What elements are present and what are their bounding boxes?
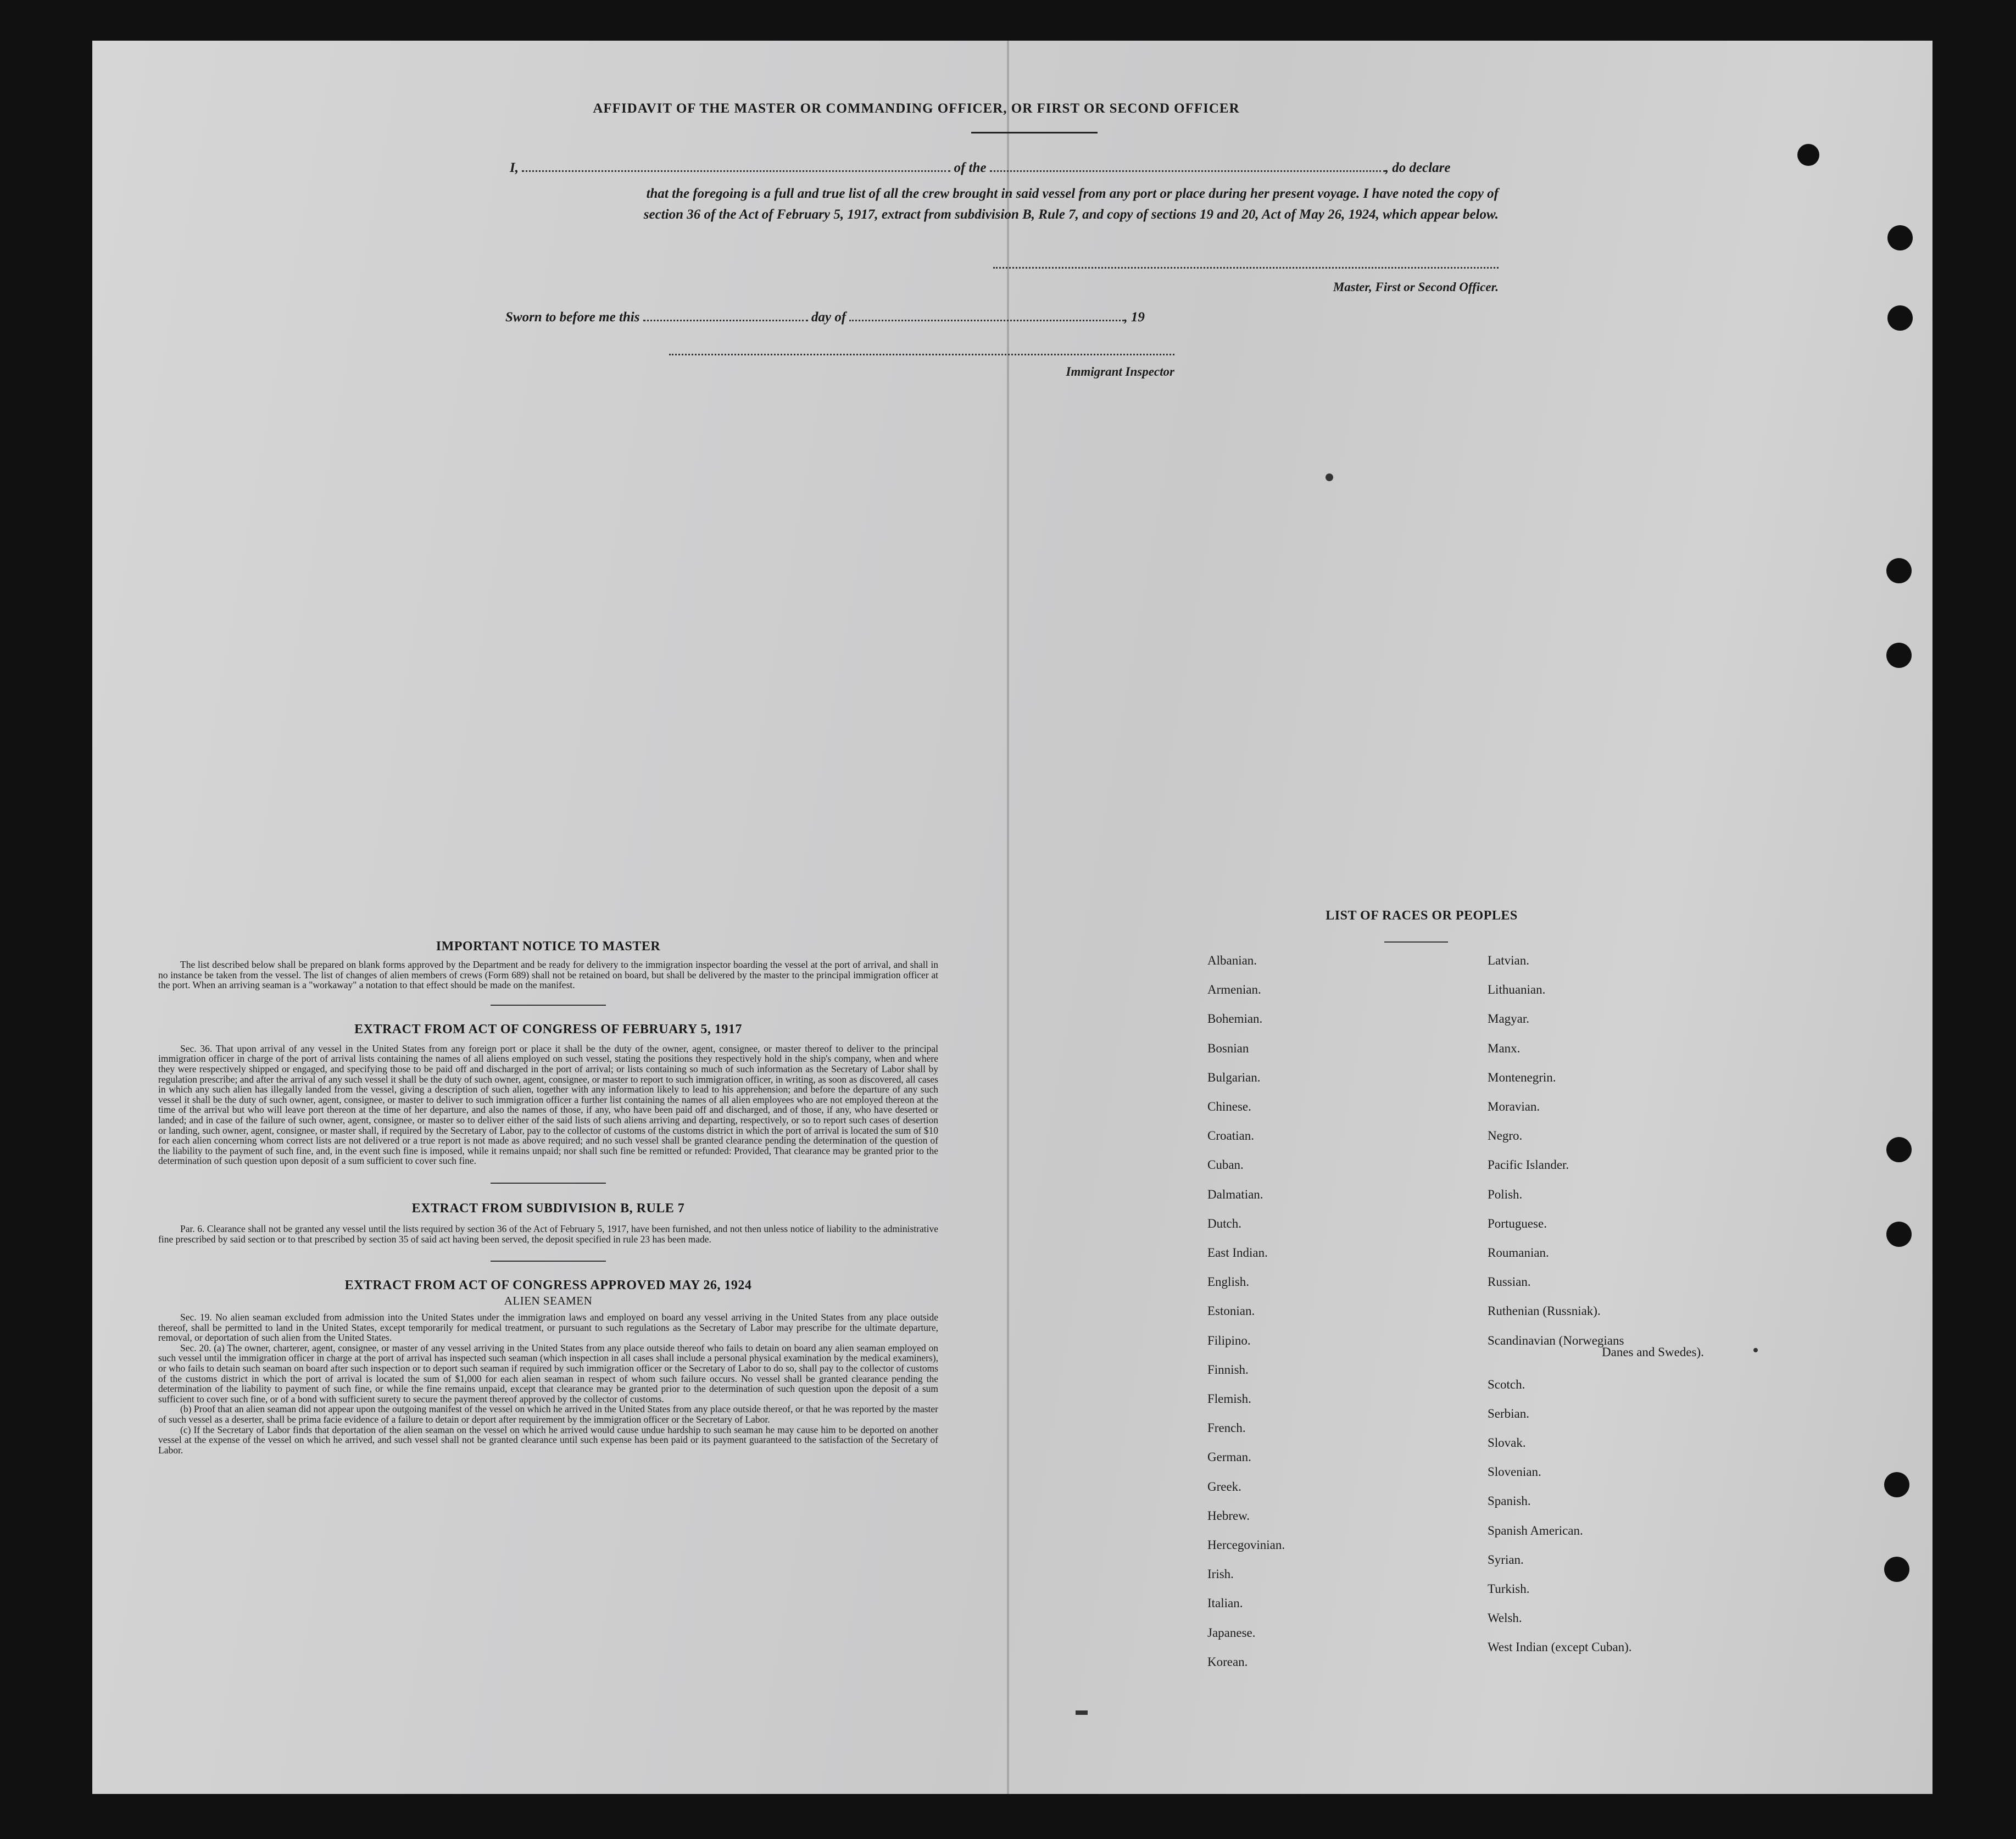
- sworn-day-blank: [643, 320, 808, 321]
- sworn-line: [505, 310, 1145, 325]
- sec-20a-body: Sec. 20. (a) The owner, charterer, agent, consignee, or master of any vessel arriving in the United States from any place outside thereof who fails to detain on board any alien seaman employed on such vessel until the immigration officer in charge at the port of arrival has inspected such seaman (which inspection in all cases shall include a personal physical examination by the medical examiners), or who fails to detain such seaman on board after such inspection or to deport such seaman if required by such immigration officer or the Secretary of Labor to do so, shall pay to the collector of customs of the customs district in which the port of arrival is located the sum of $1,000 for each alien seaman in respect of whom such failure occurs. No vessel shall be granted clearance pending the determination of the liability to payment of such fine, or while the fine remains unpaid, except that clearance may be granted prior to the determination of such question upon the deposit of a sum sufficient to cover such fine, or of a bond with sufficient surety to secure the payment thereof approved by the collector of customs.: [158, 1342, 938, 1405]
- punch-hole: [1886, 558, 1912, 583]
- race-item: Roumanian.: [1488, 1246, 1549, 1260]
- master-name-blank: [522, 170, 950, 172]
- race-item: Welsh.: [1488, 1611, 1522, 1625]
- race-item: Finnish.: [1207, 1362, 1249, 1377]
- race-item: Estonian.: [1207, 1304, 1255, 1318]
- race-item: Manx.: [1488, 1041, 1521, 1055]
- punch-hole: [1797, 144, 1819, 166]
- race-item: Bohemian.: [1207, 1012, 1263, 1026]
- extract-1924-subtitle: ALIEN SEAMEN: [504, 1294, 593, 1308]
- race-item: Portuguese.: [1488, 1216, 1547, 1230]
- word-i: I,: [510, 160, 519, 175]
- rule-7-body: Par. 6. Clearance shall not be granted any vessel until the lists required by section 36 of the Act of February 5, 1917, have been furnished, and not then unless notice of liability to the administrative fine prescribed by said section or to that prescribed by section 35 of said act having been served, the deposit specified in rule 23 has been made.: [158, 1223, 938, 1245]
- sworn-year: , 19: [1124, 310, 1145, 325]
- race-item: Slovenian.: [1488, 1465, 1541, 1479]
- race-item: Flemish.: [1207, 1392, 1251, 1406]
- race-item: Magyar.: [1488, 1012, 1530, 1026]
- extract-1917-body: Sec. 36. That upon arrival of any vessel in the United States from any foreign port or place it shall be the duty of the owner, agent, consignee, or master thereof to deliver to the principal immigration officer in charge of the port of arrival lists containing the names of all aliens employed on such vessel, stating the positions they respectively hold in the ship's company, when and where they were respectively shipped or engaged, and specifying those to be paid off and discharged in the port of arrival; or lists containing so much of such information as the Secretary of Labor shall by regulation prescribe; and after the arrival of any such vessel it shall be the duty of such owner, agent, consignee, or master to report to such immigration officer, in writing, as soon as discovered, all cases in which any such alien has illegally landed from the vessel, giving a description of such alien, together with any information likely to lead to his apprehension; and before the departure of any such vessel it shall be the duty of such owner, agent, consignee, or master to deliver to such immigration officer a further list containing the names of all alien employees who are not employed thereon at the time of the arrival but who will leave port thereon at the time of her departure, and also the names of those, if any, who have been paid off and discharged, and of those, if any, who have deserted or landed; and in case of the failure of such owner, agent, consignee, or master so to deliver either of the said lists of such aliens arriving and departing, respectively, or so to report such cases of desertion or landing, such owner, agent, consignee, or master shall, if required by the Secretary of Labor, pay to the collector of customs of the customs district in which the port of arrival is located the sum of $10 for each alien concerning whom correct lists are not delivered or a true report is not made as above required; and no such vessel shall be granted clearance pending the determination of the question of the liability to the payment of such fine, and, in the event such fine is imposed, while it remains unpaid; nor shall such fine be remitted or refunded: Provided, That clearance may be granted prior to the determination of such question upon deposit of a sum sufficient to cover such fine.: [158, 1043, 938, 1167]
- race-item: Hebrew.: [1207, 1508, 1250, 1523]
- race-item: West Indian (except Cuban).: [1488, 1640, 1632, 1654]
- extract-1924-title: EXTRACT FROM ACT OF CONGRESS APPROVED MAY 26, 1924: [344, 1278, 752, 1293]
- punch-hole: [1887, 305, 1913, 331]
- extract-1917-title: EXTRACT FROM ACT OF CONGRESS OF FEBRUARY 5, 1917: [354, 1022, 742, 1036]
- ink-mark: [1326, 473, 1333, 481]
- race-item: Greek.: [1207, 1479, 1241, 1494]
- race-item: Lithuanian.: [1488, 983, 1546, 997]
- race-item: German.: [1207, 1450, 1251, 1464]
- race-item: French.: [1207, 1421, 1246, 1435]
- race-item: Spanish.: [1488, 1494, 1531, 1508]
- affidavit-title: AFFIDAVIT OF THE MASTER OR COMMANDING OFFICER, OR FIRST OR SECOND OFFICER: [593, 101, 1240, 116]
- race-item: Montenegrin.: [1488, 1070, 1556, 1084]
- rule-7-title: EXTRACT FROM SUBDIVISION B, RULE 7: [411, 1201, 685, 1216]
- document-sheet: [92, 41, 1933, 1794]
- race-item: Moravian.: [1488, 1100, 1540, 1113]
- inspector-signature-line: [669, 354, 1174, 355]
- race-item: Korean.: [1207, 1654, 1248, 1669]
- word-do-declare: , do declare: [1385, 160, 1451, 175]
- race-item: Italian.: [1207, 1596, 1243, 1610]
- race-item-continuation: Danes and Swedes).: [1602, 1345, 1704, 1359]
- sec-19-body: Sec. 19. No alien seaman excluded from admission into the United States under the immigration laws and employed on board any vessel arriving in the United States from any place outside thereof, shall be permitted to land in the United States, except temporarily for medical treatment, or pursuant to such regulations as the Secretary of Labor may prescribe for the ultimate departure, removal, or deportation of such alien from the United States.: [158, 1312, 938, 1344]
- separator: [491, 1005, 606, 1006]
- races-title-underline: [1384, 941, 1448, 943]
- ink-mark: [1753, 1348, 1758, 1352]
- race-item: English.: [1207, 1275, 1250, 1289]
- sworn-month-blank: [849, 320, 1124, 321]
- race-item: Japanese.: [1207, 1625, 1256, 1640]
- master-signature-label: Master, First or Second Officer.: [1333, 280, 1499, 294]
- sec-20b-body: (b) Proof that an alien seaman did not appear upon the outgoing manifest of the vessel on which he arrived in the United States from any place outside thereof, or that he was reported by the master of such vessel as a deserter, shall be prima facie evidence of a failure to detain or deport after requirement by the immigration officer or the Secretary of Labor.: [158, 1403, 938, 1425]
- race-item: Bosnian: [1207, 1041, 1249, 1055]
- separator: [491, 1261, 606, 1262]
- races-title: LIST OF RACES OR PEOPLES: [1326, 909, 1518, 923]
- race-item: Ruthenian (Russniak).: [1488, 1304, 1601, 1318]
- title-underline: [971, 132, 1098, 133]
- ink-mark: [1076, 1710, 1088, 1715]
- race-item: Scandinavian (Norwegians: [1488, 1333, 1624, 1347]
- sworn-prefix: Sworn to before me this: [505, 310, 640, 325]
- race-item: Syrian.: [1488, 1552, 1524, 1567]
- punch-hole: [1884, 1472, 1909, 1497]
- sec-20c-body: (c) If the Secretary of Labor finds that deportation of the alien seaman on the vessel on which he arrived would cause undue hardship to such seaman he may cause him to be deported on another vessel at the expense of the vessel on which he arrived, and such vessel shall not be granted clearance until such expense has been paid or its payment guaranteed to the satisfaction of the Secretary of Labor.: [158, 1424, 938, 1456]
- race-item: Filipino.: [1207, 1333, 1251, 1347]
- race-item: Croatian.: [1207, 1129, 1254, 1143]
- race-item: Irish.: [1207, 1567, 1234, 1581]
- punch-hole: [1886, 1222, 1912, 1247]
- race-item: Slovak.: [1488, 1436, 1526, 1450]
- page-fold: [1007, 41, 1009, 1794]
- affidavit-line-3: section 36 of the Act of February 5, 1917, extract from subdivision B, Rule 7, and copy of sections 19 and 20, Act of May 26, 1924, which appear below.: [643, 207, 1499, 222]
- word-of-the: of the: [954, 160, 987, 175]
- punch-hole: [1887, 225, 1913, 250]
- race-item: Albanian.: [1207, 954, 1257, 967]
- race-item: Polish.: [1488, 1187, 1523, 1201]
- race-item: Cuban.: [1207, 1158, 1244, 1172]
- race-item: Latvian.: [1488, 954, 1529, 967]
- race-item: Spanish American.: [1488, 1523, 1583, 1537]
- race-item: Chinese.: [1207, 1100, 1251, 1113]
- race-item: East Indian.: [1207, 1246, 1268, 1260]
- race-item: Turkish.: [1488, 1582, 1530, 1596]
- notice-title: IMPORTANT NOTICE TO MASTER: [436, 939, 661, 954]
- left-column: [158, 939, 938, 1455]
- race-item: Armenian.: [1207, 983, 1261, 997]
- affidavit-line-2: that the foregoing is a full and true list of all the crew brought in said vessel from any port or place during her present voyage. I have noted the copy of: [646, 186, 1499, 201]
- race-item: Bulgarian.: [1207, 1070, 1261, 1084]
- punch-hole: [1884, 1557, 1909, 1582]
- inspector-label: Immigrant Inspector: [1066, 365, 1174, 378]
- race-item: Serbian.: [1488, 1406, 1530, 1420]
- notice-body: The list described below shall be prepared on blank forms approved by the Department and be ready for delivery to the immigration inspector boarding the vessel at the port of arrival, and shall in no instance be taken from the vessel. The list of changes of alien members of crews (Form 689) shall not be retained on board, but shall be delivered by the master to the principal immigration officer at the port. When an arriving seaman is a "workaway" a notation to that effect should be made on the manifest.: [158, 959, 938, 991]
- sworn-day-of: day of: [811, 310, 847, 325]
- race-item: Negro.: [1488, 1129, 1523, 1143]
- master-signature-line: [993, 267, 1499, 269]
- race-item: Pacific Islander.: [1488, 1158, 1569, 1172]
- race-item: Russian.: [1488, 1275, 1531, 1289]
- punch-hole: [1886, 1137, 1912, 1162]
- race-item: Hercegovinian.: [1207, 1538, 1285, 1552]
- vessel-name-blank: [990, 170, 1385, 172]
- race-item: Dalmatian.: [1207, 1187, 1263, 1201]
- punch-hole: [1886, 643, 1912, 668]
- race-item: Dutch.: [1207, 1216, 1241, 1230]
- separator: [491, 1183, 606, 1184]
- affidavit-line-1: [510, 160, 1608, 176]
- race-item: Scotch.: [1488, 1377, 1525, 1391]
